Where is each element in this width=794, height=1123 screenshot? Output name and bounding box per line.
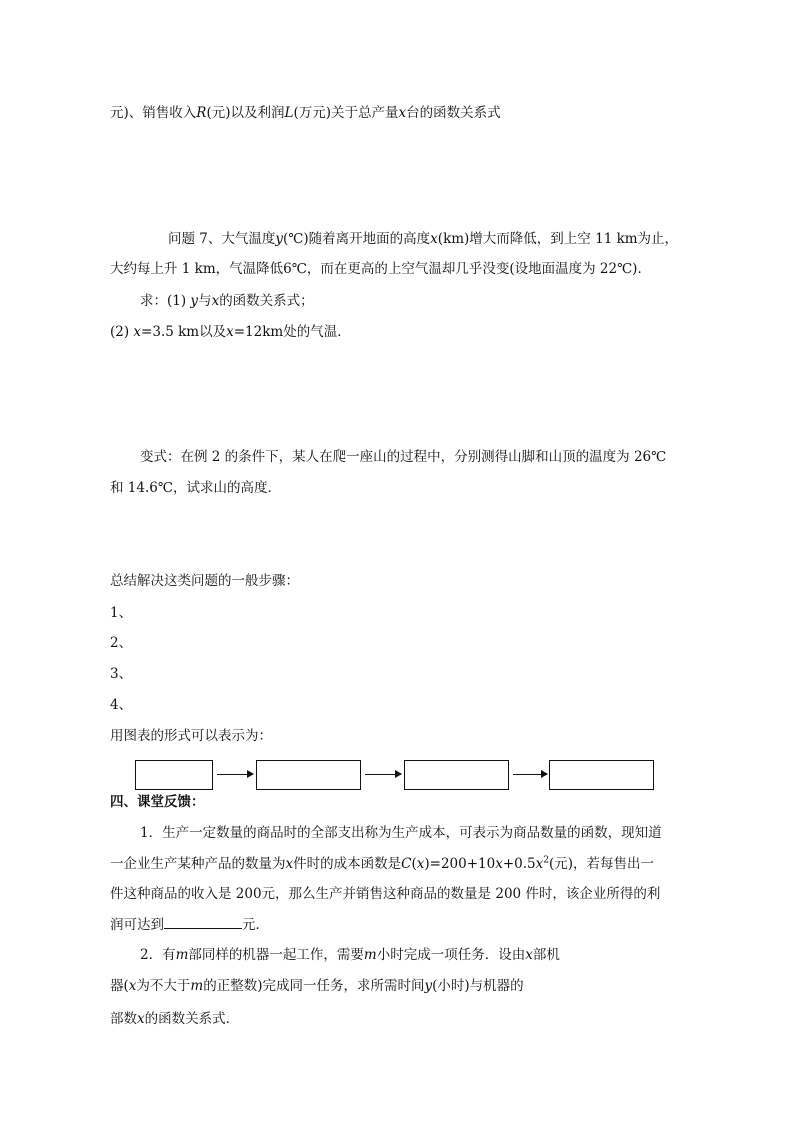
flow-arrow-1 xyxy=(217,774,253,775)
flow-arrow-3 xyxy=(513,774,547,775)
q1-line2: 一企业生产某种产品的数量为x件时的成本函数是$C(x)=200+10x+0.5x^2$(元)，若每售出一 xyxy=(110,855,655,872)
flow-arrow-2 xyxy=(365,774,401,775)
var-l: L xyxy=(284,105,294,121)
problem7-ask1: 求：(1) y与x的函数关系式； xyxy=(140,293,314,309)
step-2: 2、 xyxy=(110,635,133,651)
q1-line3: 件这种商品的收入是 200元，那么生产并销售这种商品的数量是 200 件时，该企业所得的利 xyxy=(110,886,661,902)
summary-title: 总结解决这类问题的一般步骤： xyxy=(110,573,299,589)
step-4: 4、 xyxy=(110,697,133,713)
q2-line2: 器(x为不大于m的正整数)完成同一任务，求所需时间y(小时)与机器的 xyxy=(110,978,524,994)
flow-box-2 xyxy=(256,760,361,790)
intro-line: 元)、销售收入R(元)以及利润L(万元)关于总产量x台的函数关系式 xyxy=(110,105,501,121)
variant-line2: 和 14.6℃，试求山的高度． xyxy=(110,480,281,496)
flow-box-3 xyxy=(404,760,509,790)
flow-box-4 xyxy=(549,760,654,790)
answer-blank[interactable] xyxy=(164,915,242,929)
q1-line1: 1．生产一定数量的商品时的全部支出称为生产成本，可表示为商品数量的函数，现知道 xyxy=(140,825,662,841)
step-1: 1、 xyxy=(110,605,133,621)
flow-box-1 xyxy=(135,760,213,790)
variant-line1: 变式：在例 2 的条件下，某人在爬一座山的过程中，分别测得山脚和山顶的温度为 26℃ xyxy=(140,449,667,465)
var-x: x xyxy=(398,105,407,121)
step-3: 3、 xyxy=(110,666,133,682)
problem7-line2: 大约每上升 1 km，气温降低6℃，而在更高的上空气温却几乎没变(设地面温度为 22℃)． xyxy=(110,261,651,277)
section-title: 四、课堂反馈： xyxy=(110,794,205,810)
problem7-line1: 问题 7、大气温度y(℃)随着离开地面的高度x(km)增大而降低，到上空 11 km为止， xyxy=(168,231,679,247)
q2-line1: 2．有m部同样的机器一起工作，需要m小时完成一项任务．设由x部机 xyxy=(140,947,560,963)
var-r: R xyxy=(196,105,207,121)
q1-line4: 润可达到 元． xyxy=(110,917,269,933)
q2-line3: 部数x的函数关系式． xyxy=(110,1011,240,1027)
chart-label: 用图表的形式可以表示为： xyxy=(110,728,272,744)
problem7-ask2: (2) x=3.5 km以及x=12km处的气温． xyxy=(110,324,351,340)
